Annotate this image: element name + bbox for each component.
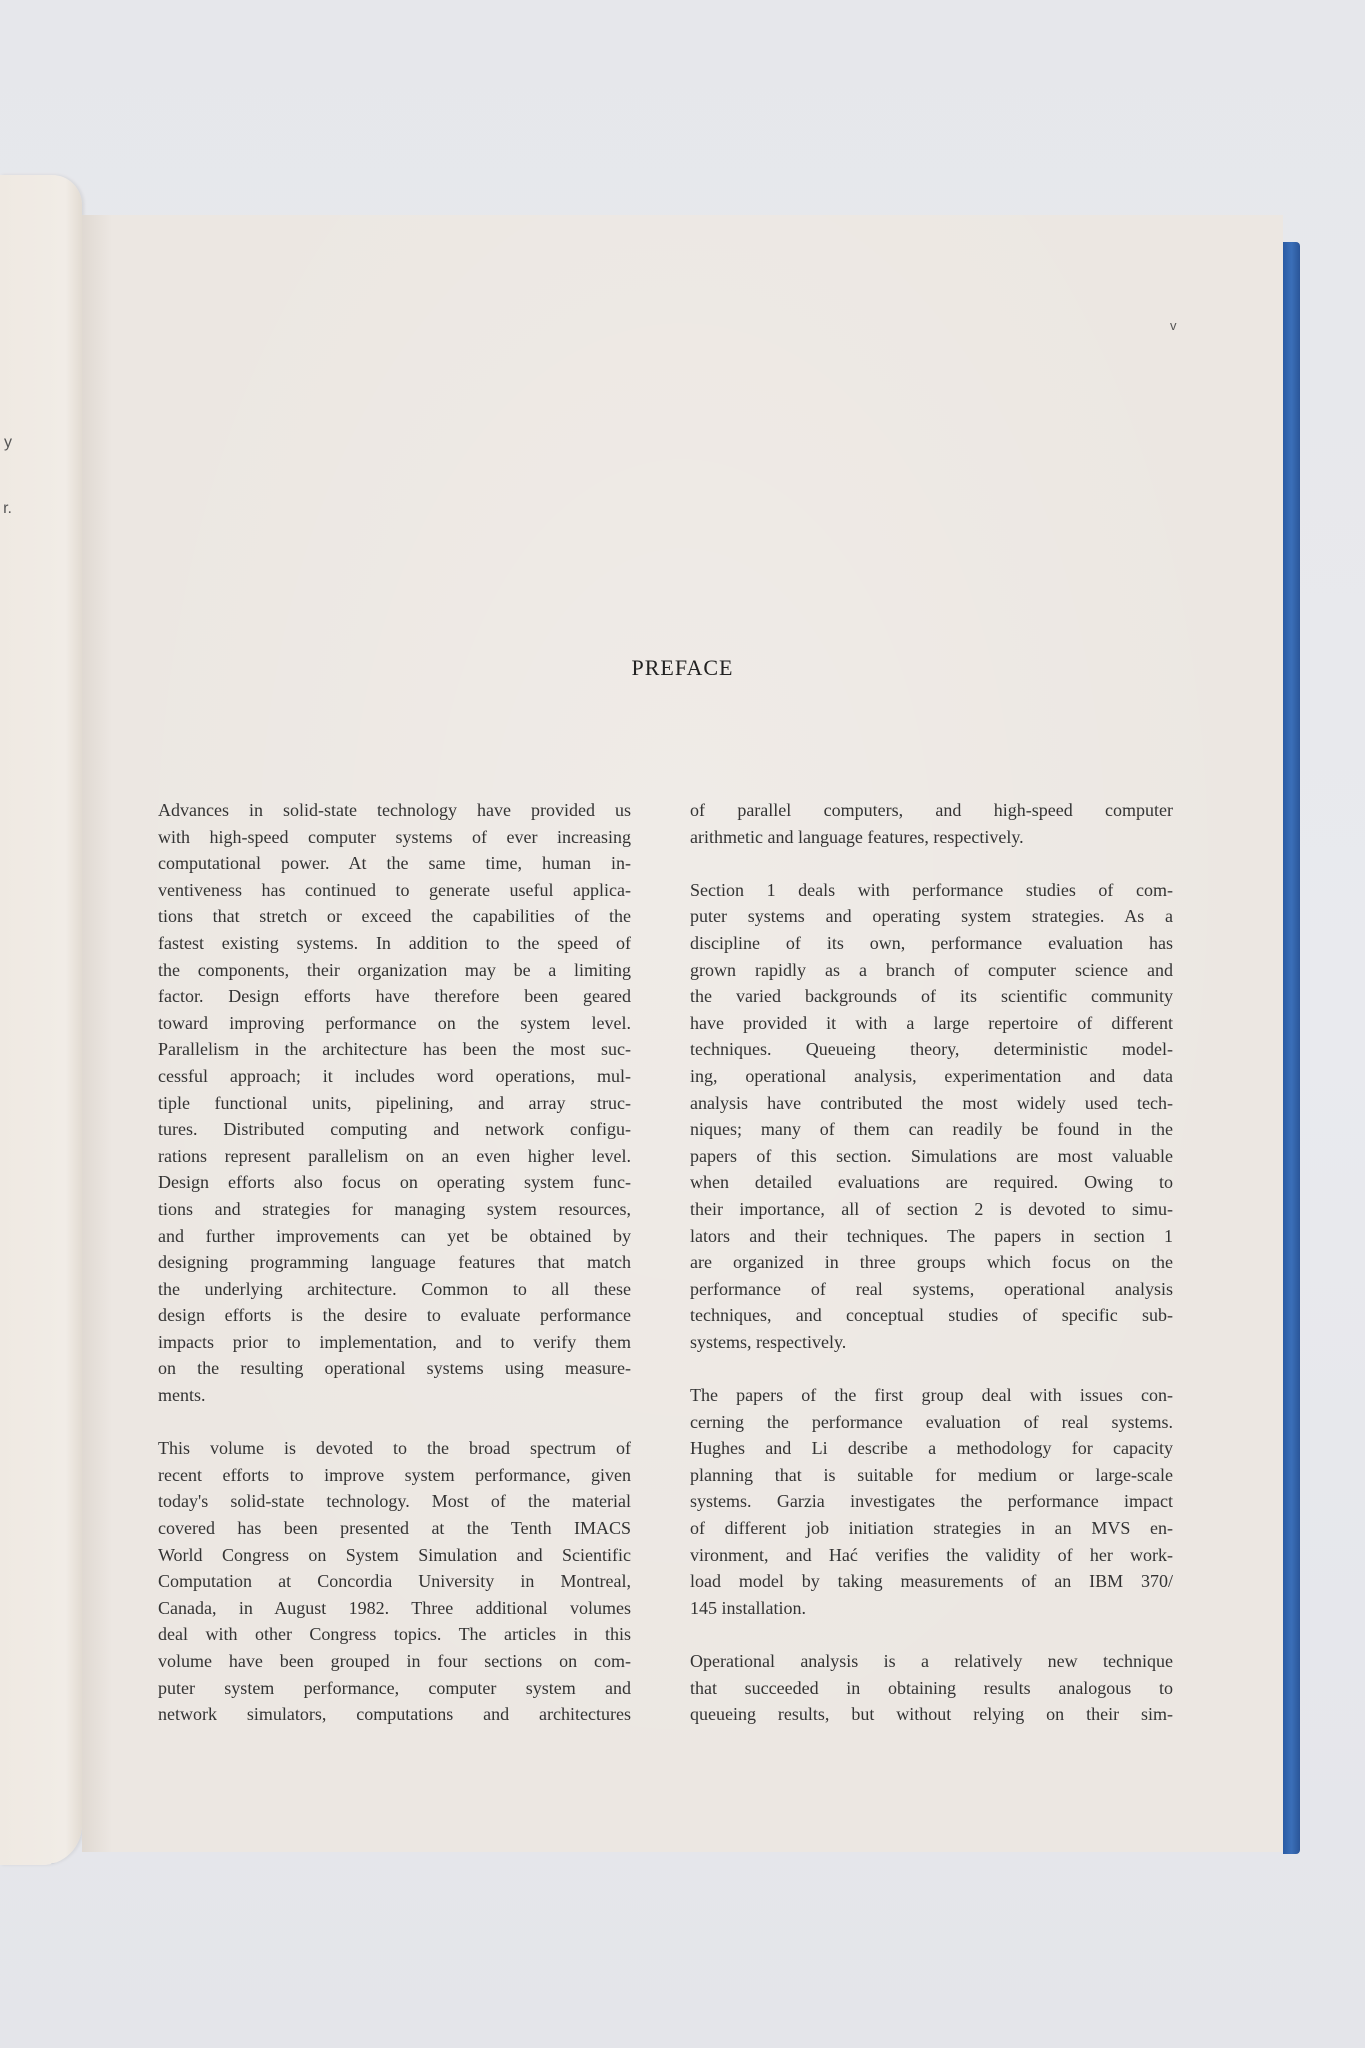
text-line: techniques, and conceptual studies of specific sub- bbox=[690, 1305, 1173, 1326]
text-line: load model by taking measurements of an IBM 370/ bbox=[690, 1571, 1173, 1592]
text-line: Computation at Concordia University in Montreal, bbox=[158, 1571, 631, 1592]
left-text-column bbox=[158, 797, 631, 1728]
text-line: lators and their techniques. The papers in section 1 bbox=[690, 1225, 1173, 1246]
text-line: Hughes and Li describe a methodology for capacity bbox=[690, 1438, 1173, 1459]
text-line: their importance, all of section 2 is devoted to simu- bbox=[690, 1198, 1173, 1219]
text-line: analysis have contributed the most widely used tech- bbox=[690, 1092, 1173, 1113]
text-line: designing programming language features that match bbox=[158, 1252, 631, 1273]
paragraph bbox=[690, 877, 1173, 1356]
text-line: ing, operational analysis, experimentation and data bbox=[690, 1065, 1173, 1086]
text-line: today's solid-state technology. Most of the material bbox=[158, 1491, 631, 1512]
text-line: vironment, and Hać verifies the validity of her work- bbox=[690, 1544, 1173, 1565]
text-line: factor. Design efforts have therefore been geared bbox=[158, 986, 631, 1007]
text-line: performance of real systems, operational analysis bbox=[690, 1278, 1173, 1299]
text-line: on the resulting operational systems using measure- bbox=[158, 1358, 631, 1379]
text-line: planning that is suitable for medium or large-scale bbox=[690, 1464, 1173, 1485]
text-line: of parallel computers, and high-speed computer bbox=[690, 800, 1173, 820]
text-line: the components, their organization may be a limiting bbox=[158, 959, 631, 980]
text-line: Parallelism in the architecture has been the most suc- bbox=[158, 1039, 631, 1060]
text-line: queueing results, but without relying on their sim- bbox=[690, 1704, 1173, 1725]
text-line: impacts prior to implementation, and to verify them bbox=[158, 1331, 631, 1352]
text-line: network simulators, computations and architectures bbox=[158, 1704, 631, 1725]
text-line: and further improvements can yet be obtained by bbox=[158, 1225, 631, 1246]
text-line: the underlying architecture. Common to all these bbox=[158, 1278, 631, 1299]
text-line: arithmetic and language features, respectively. bbox=[690, 826, 1024, 847]
text-line: cerning the performance evaluation of real systems. bbox=[690, 1411, 1173, 1432]
text-line: have provided it with a large repertoire of different bbox=[690, 1012, 1173, 1033]
paragraph bbox=[690, 1382, 1173, 1621]
text-line: computational power. At the same time, human in- bbox=[158, 853, 631, 874]
book-spine-blue bbox=[1283, 242, 1300, 1854]
text-line: fastest existing systems. In addition to the speed of bbox=[158, 932, 631, 953]
text-line: covered has been presented at the Tenth IMACS bbox=[158, 1518, 631, 1539]
text-line: Canada, in August 1982. Three additional volumes bbox=[158, 1597, 631, 1618]
text-line: when detailed evaluations are required. Owing to bbox=[690, 1172, 1173, 1193]
text-line: niques; many of them can readily be found in the bbox=[690, 1119, 1173, 1140]
text-line: techniques. Queueing theory, deterministic model- bbox=[690, 1039, 1173, 1060]
text-line: puter systems and operating system strategies. As a bbox=[690, 906, 1173, 927]
left-page-edge bbox=[0, 175, 82, 1865]
text-line: grown rapidly as a branch of computer science and bbox=[690, 959, 1173, 980]
text-line: with high-speed computer systems of ever increasing bbox=[158, 826, 631, 847]
text-line: World Congress on System Simulation and Scientific bbox=[158, 1544, 631, 1565]
text-line: Section 1 deals with performance studies of com- bbox=[690, 879, 1173, 900]
text-line: ments. bbox=[158, 1385, 206, 1406]
paragraph bbox=[690, 1648, 1173, 1728]
text-line: tions and strategies for managing system resources, bbox=[158, 1198, 631, 1219]
paragraph bbox=[158, 1435, 631, 1728]
text-line: rations represent parallelism on an even higher level. bbox=[158, 1145, 631, 1166]
text-line: discipline of its own, performance evaluation has bbox=[690, 932, 1173, 953]
text-line: systems, respectively. bbox=[690, 1331, 847, 1352]
text-line: are organized in three groups which focus on the bbox=[690, 1252, 1173, 1273]
text-line: of different job initiation strategies in an MVS en- bbox=[690, 1518, 1173, 1539]
text-line: This volume is devoted to the broad spectrum of bbox=[158, 1438, 631, 1459]
text-line: cessful approach; it includes word operations, mul- bbox=[158, 1065, 631, 1086]
left-page-fragment: y bbox=[4, 434, 12, 451]
text-line: tures. Distributed computing and network configu- bbox=[158, 1119, 631, 1140]
text-line: Operational analysis is a relatively new technique bbox=[690, 1651, 1173, 1671]
text-line: systems. Garzia investigates the performance impact bbox=[690, 1491, 1173, 1512]
text-line: the varied backgrounds of its scientific community bbox=[690, 986, 1173, 1007]
left-page-fragment-text bbox=[0, 388, 12, 542]
text-line: volume have been grouped in four sections on com- bbox=[158, 1651, 631, 1671]
text-line: 145 installation. bbox=[690, 1597, 806, 1618]
left-page-fragment: r. bbox=[3, 500, 12, 517]
paragraph bbox=[690, 797, 1173, 850]
right-text-column bbox=[690, 797, 1173, 1728]
text-line: Design efforts also focus on operating system func- bbox=[158, 1172, 631, 1193]
paragraph bbox=[158, 797, 631, 1409]
text-line: recent efforts to improve system performance, given bbox=[158, 1464, 631, 1485]
text-line: puter system performance, computer system and bbox=[158, 1677, 631, 1698]
text-line: design efforts is the desire to evaluate performance bbox=[158, 1305, 631, 1326]
page-title: PREFACE bbox=[631, 655, 734, 680]
text-line: The papers of the first group deal with issues con- bbox=[690, 1385, 1173, 1406]
text-line: Advances in solid-state technology have provided us bbox=[158, 800, 631, 820]
text-line: that succeeded in obtaining results analogous to bbox=[690, 1677, 1173, 1698]
text-line: ventiveness has continued to generate useful applica- bbox=[158, 879, 631, 900]
text-line: tions that stretch or exceed the capabilities of the bbox=[158, 906, 631, 927]
text-line: papers of this section. Simulations are most valuable bbox=[690, 1145, 1173, 1166]
text-line: tiple functional units, pipelining, and array struc- bbox=[158, 1092, 631, 1113]
text-line: deal with other Congress topics. The articles in this bbox=[158, 1624, 631, 1645]
page-number: v bbox=[1170, 318, 1177, 333]
text-line: toward improving performance on the system level. bbox=[158, 1012, 631, 1033]
